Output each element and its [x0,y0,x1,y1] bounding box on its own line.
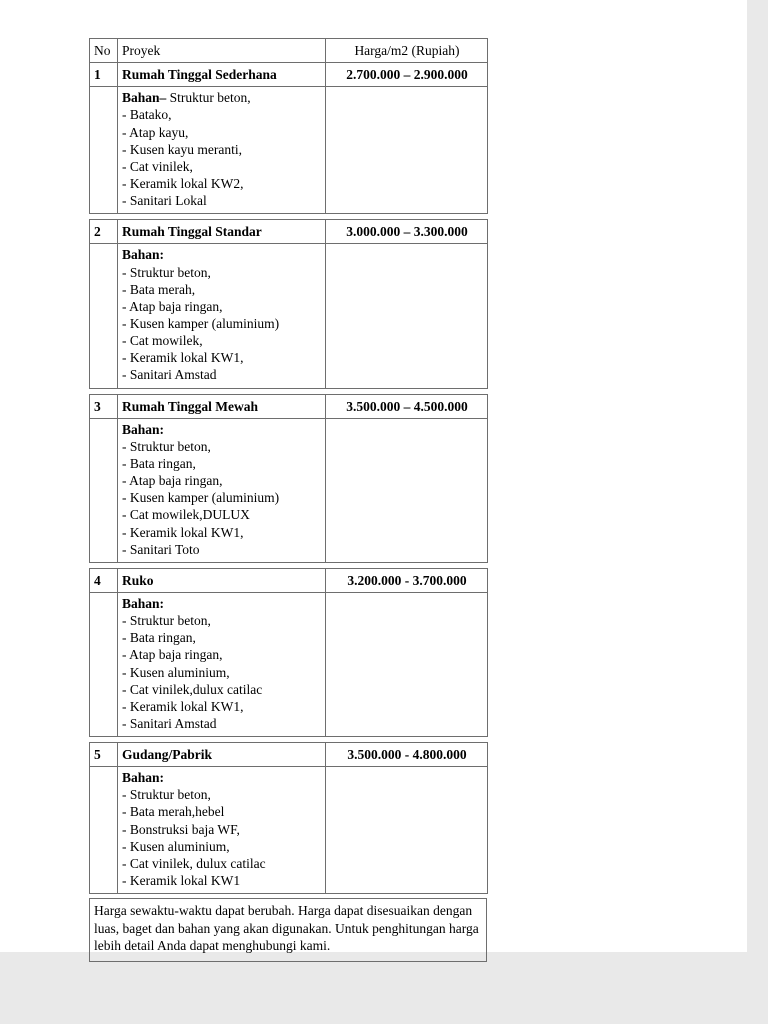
material-line: - Batako, [122,107,172,123]
project-title-row [90,63,488,87]
project-section [89,62,488,214]
project-name: Ruko [118,568,326,592]
project-title-row [90,568,488,592]
project-price: 3.000.000 – 3.300.000 [326,220,488,244]
materials-title [122,246,322,263]
materials-row [90,87,488,214]
project-section [89,742,488,894]
project-name: Gudang/Pabrik [118,743,326,767]
materials-title [122,769,322,786]
material-line: - Keramik lokal KW2, [122,175,244,191]
materials-row-price-cell [326,592,488,736]
project-name: Rumah Tinggal Standar [118,220,326,244]
materials-list [122,786,322,889]
materials-cell [118,767,326,894]
project-number: 5 [90,743,118,767]
materials-row-no-cell [90,418,118,562]
material-line: - Cat mowilek,DULUX [122,507,250,523]
materials-row [90,418,488,562]
material-line: - Keramik lokal KW1, [122,350,244,366]
material-line: - Kusen kamper (aluminium) [122,490,280,506]
project-title-row [90,743,488,767]
material-line: - Bata ringan, [122,455,196,471]
materials-row-no-cell [90,767,118,894]
material-line: - Keramik lokal KW1, [122,698,244,714]
materials-list [122,612,322,732]
project-section [89,219,488,388]
project-title-row [90,220,488,244]
materials-cell [118,418,326,562]
material-line: - Kusen aluminium, [122,838,230,854]
material-line: - Bata merah, [122,281,196,297]
header-row [90,39,488,63]
materials-title [122,89,322,106]
table-body [89,62,487,894]
material-line: - Cat mowilek, [122,333,203,349]
materials-row-no-cell [90,592,118,736]
material-line: - Sanitari Lokal [122,193,207,209]
material-line: - Cat vinilek, [122,158,193,174]
materials-list [122,106,322,209]
materials-title-rest: Struktur beton, [166,90,251,106]
material-line: - Atap baja ringan, [122,298,223,314]
header-cell-no: No [90,39,118,63]
materials-row-no-cell [90,87,118,214]
materials-title-bold: Bahan: [122,595,165,611]
project-name: Rumah Tinggal Sederhana [118,63,326,87]
material-line: - Kusen aluminium, [122,664,230,680]
material-line: - Kusen kamper (aluminium) [122,315,280,331]
material-line: - Struktur beton, [122,613,211,629]
project-name: Rumah Tinggal Mewah [118,394,326,418]
material-line: - Struktur beton, [122,264,211,280]
material-line: - Atap baja ringan, [122,647,223,663]
material-line: - Atap kayu, [122,124,189,140]
materials-title-bold: Bahan: [122,247,165,263]
material-line: - Sanitari Amstad [122,715,217,731]
materials-title-bold: Bahan: [122,770,165,786]
header-cell-proyek: Proyek [118,39,326,63]
materials-title-bold: Bahan: [122,421,165,437]
materials-cell [118,592,326,736]
project-section [89,394,488,563]
document-content [89,38,487,962]
project-title-row [90,394,488,418]
materials-cell [118,244,326,388]
material-line: - Sanitari Toto [122,541,200,557]
table-header [89,38,488,63]
material-line: - Keramik lokal KW1, [122,524,244,540]
project-price: 3.500.000 - 4.800.000 [326,743,488,767]
project-price: 3.200.000 - 3.700.000 [326,568,488,592]
project-number: 1 [90,63,118,87]
material-line: - Cat vinilek,dulux catilac [122,681,263,697]
material-line: - Cat vinilek, dulux catilac [122,855,266,871]
materials-row [90,244,488,388]
materials-title [122,421,322,438]
material-line: - Struktur beton, [122,787,211,803]
materials-title-bold: Bahan– [122,90,167,106]
materials-list [122,264,322,384]
materials-row-price-cell [326,244,488,388]
materials-row [90,592,488,736]
material-line: - Kusen kayu meranti, [122,141,242,157]
material-line: - Sanitari Amstad [122,367,217,383]
project-price: 3.500.000 – 4.500.000 [326,394,488,418]
project-number: 4 [90,568,118,592]
project-number: 2 [90,220,118,244]
material-line: - Bata ringan, [122,630,196,646]
footer-note: Harga sewaktu-waktu dapat berubah. Harga dapat disesuaikan dengan luas, baget dan bahan yang akan digunakan. Untuk penghitungan harga lebih detail Anda dapat menghubungi kami. [89,898,487,962]
project-price: 2.700.000 – 2.900.000 [326,63,488,87]
materials-row [90,767,488,894]
material-line: - Struktur beton, [122,438,211,454]
header-cell-harga: Harga/m2 (Rupiah) [326,39,488,63]
materials-list [122,438,322,558]
materials-cell [118,87,326,214]
materials-row-price-cell [326,418,488,562]
materials-row-price-cell [326,87,488,214]
materials-row-no-cell [90,244,118,388]
materials-title [122,595,322,612]
material-line: - Atap baja ringan, [122,473,223,489]
project-section [89,568,488,737]
material-line: - Bata merah,hebel [122,804,225,820]
material-line: - Keramik lokal KW1 [122,873,241,889]
materials-row-price-cell [326,767,488,894]
project-number: 3 [90,394,118,418]
material-line: - Bonstruksi baja WF, [122,821,240,837]
